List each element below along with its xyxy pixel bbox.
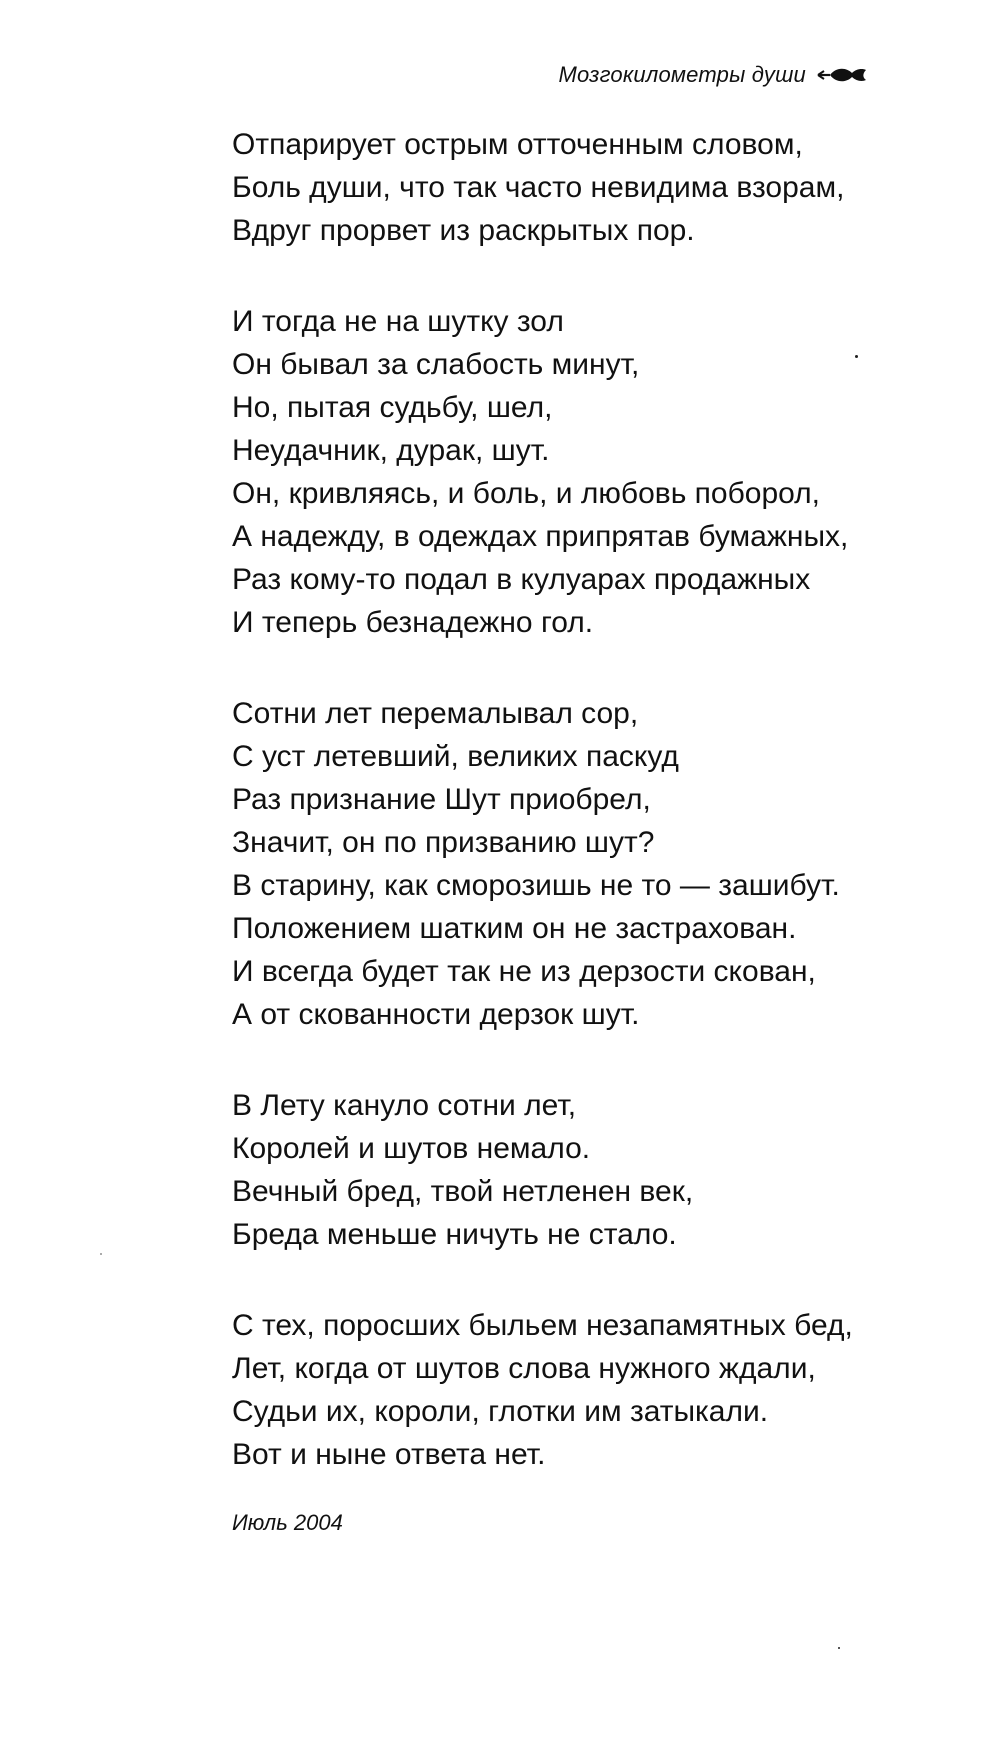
poem-line: А от скованности дерзок шут. bbox=[232, 998, 640, 1031]
poem-line: Раз признание Шут приобрел, bbox=[232, 783, 651, 816]
poem-line: А надежду, в одеждах припрятав бумажных, bbox=[232, 520, 849, 553]
print-speck bbox=[855, 355, 858, 358]
poem-line: И теперь безнадежно гол. bbox=[232, 606, 594, 639]
running-header-title: Мозгокилометры души bbox=[558, 62, 806, 87]
stanza-4 bbox=[232, 1084, 872, 1256]
poem-line: Судьи их, короли, глотки им затыкали. bbox=[232, 1395, 769, 1428]
poem-line: И тогда не на шутку зол bbox=[232, 305, 564, 338]
poem-line: Боль души, что так часто невидима взорам, bbox=[232, 171, 845, 204]
poem-line: Неудачник, дурак, шут. bbox=[232, 434, 550, 467]
poem-line: Он бывал за слабость минут, bbox=[232, 348, 640, 381]
poem-line: Сотни лет перемалывал сор, bbox=[232, 697, 639, 730]
poem-line: И всегда будет так не из дерзости скован, bbox=[232, 955, 816, 988]
poem-line: С тех, поросших быльем незапамятных бед, bbox=[232, 1309, 853, 1342]
print-speck bbox=[838, 1647, 840, 1649]
arrow-fleuron-icon bbox=[816, 64, 868, 86]
stanza-2 bbox=[232, 300, 872, 644]
poem-date: Июль 2004 bbox=[232, 1510, 343, 1535]
poem-line: Но, пытая судьбу, шел, bbox=[232, 391, 553, 424]
poem-line: Раз кому-то подал в кулуарах продажных bbox=[232, 563, 811, 596]
print-speck bbox=[100, 1253, 102, 1255]
poem-line: В старину, как сморозишь не то — зашибут. bbox=[232, 869, 840, 902]
poem-line: Вечный бред, твой нетленен век, bbox=[232, 1175, 694, 1208]
poem-line: С уст летевший, великих паскуд bbox=[232, 740, 679, 773]
poem bbox=[232, 123, 872, 1536]
poem-line: Он, кривляясь, и боль, и любовь поборол, bbox=[232, 477, 821, 510]
stanza-5 bbox=[232, 1304, 872, 1476]
poem-line: Бреда меньше ничуть не стало. bbox=[232, 1218, 677, 1251]
running-header bbox=[558, 62, 868, 88]
poem-line: Вот и ныне ответа нет. bbox=[232, 1438, 546, 1471]
poem-line: Королей и шутов немало. bbox=[232, 1132, 591, 1165]
poem-line: Значит, он по призванию шут? bbox=[232, 826, 655, 859]
stanza-1 bbox=[232, 123, 872, 252]
poem-line: В Лету кануло сотни лет, bbox=[232, 1089, 577, 1122]
poem-line: Отпарирует острым отточенным словом, bbox=[232, 128, 803, 161]
stanza-3 bbox=[232, 692, 872, 1036]
poem-line: Положением шатким он не застрахован. bbox=[232, 912, 797, 945]
poem-line: Вдруг прорвет из раскрытых пор. bbox=[232, 214, 695, 247]
poem-line: Лет, когда от шутов слова нужного ждали, bbox=[232, 1352, 816, 1385]
